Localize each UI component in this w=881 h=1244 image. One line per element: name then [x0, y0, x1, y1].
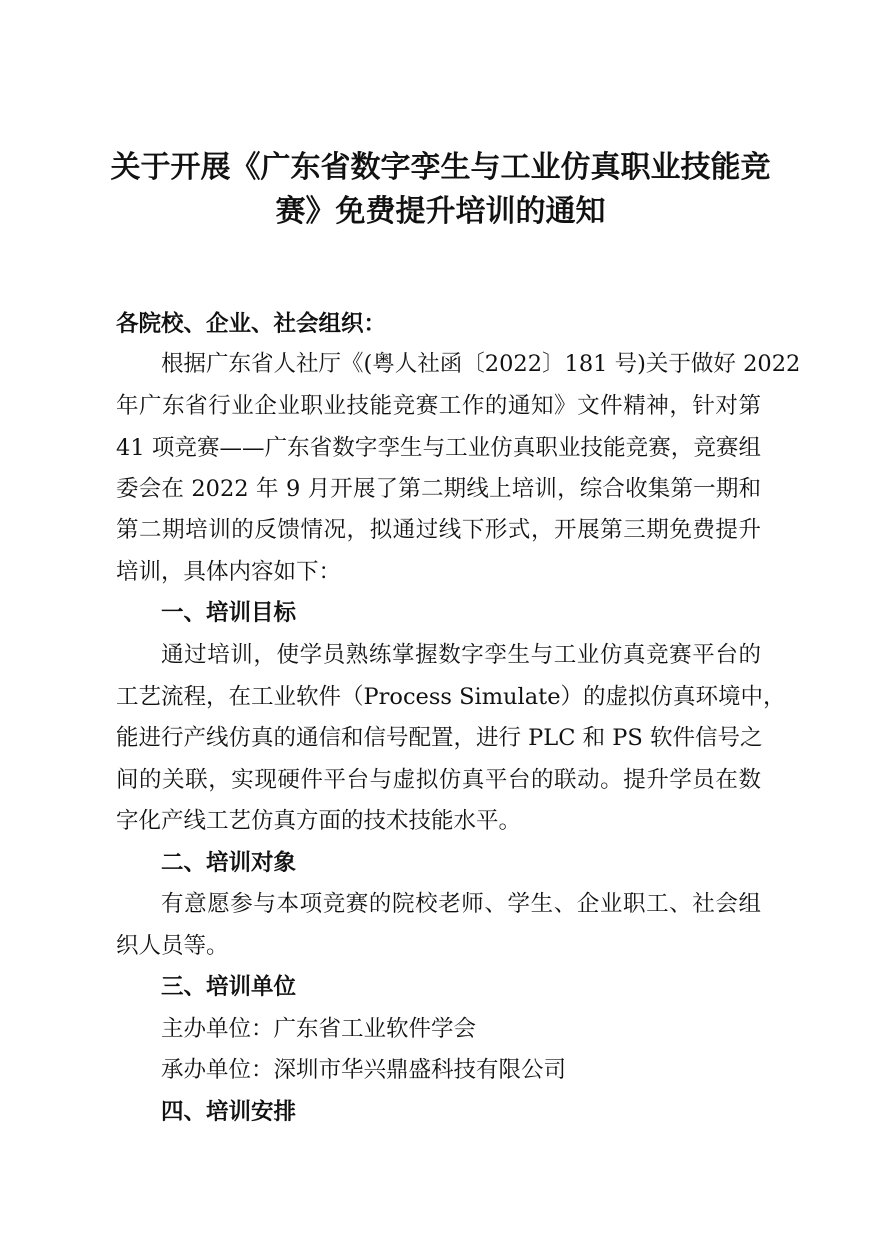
intro-line-1: 根据广东省人社厅《(粤人社函〔2022〕181 号)关于做好 2022	[161, 351, 801, 377]
intro-line-4: 委会在 2022 年 9 月开展了第二期线上培训，综合收集第一期和	[116, 476, 761, 502]
section-heading-audience: 二、培训对象	[161, 850, 297, 876]
section-heading-goals: 一、培训目标	[161, 600, 297, 626]
audience-line-1: 有意愿参与本项竞赛的院校老师、学生、企业职工、社会组	[161, 891, 761, 917]
intro-line-5: 第二期培训的反馈情况，拟通过线下形式，开展第三期免费提升	[116, 517, 761, 543]
section-heading-units: 三、培训单位	[161, 974, 297, 1000]
section-heading-schedule: 四、培训安排	[161, 1099, 297, 1125]
document-title	[100, 146, 781, 234]
title-line-2: 赛》免费提升培训的通知	[275, 194, 606, 229]
co-organizer-line: 承办单位：深圳市华兴鼎盛科技有限公司	[161, 1057, 567, 1083]
salutation: 各院校、企业、社会组织：	[116, 311, 387, 337]
intro-line-6: 培训，具体内容如下：	[116, 559, 342, 585]
goals-line-4: 间的关联，实现硬件平台与虚拟仿真平台的联动。提升学员在数	[116, 767, 761, 793]
goals-line-5: 字化产线工艺仿真方面的技术技能水平。	[116, 808, 522, 834]
intro-line-2: 年广东省行业企业职业技能竞赛工作的通知》文件精神，针对第	[116, 393, 761, 419]
goals-line-1: 通过培训，使学员熟练掌握数字孪生与工业仿真竞赛平台的	[161, 642, 761, 668]
title-line-1: 关于开展《广东省数字孪生与工业仿真职业技能竞	[110, 150, 771, 185]
organizer-line: 主办单位：广东省工业软件学会	[161, 1016, 477, 1042]
goals-line-2: 工艺流程，在工业软件（Process Simulate）的虚拟仿真环境中，	[116, 684, 786, 710]
intro-line-3: 41 项竞赛——广东省数字孪生与工业仿真职业技能竞赛，竞赛组	[116, 435, 761, 461]
audience-line-2: 织人员等。	[116, 933, 229, 959]
goals-line-3: 能进行产线仿真的通信和信号配置，进行 PLC 和 PS 软件信号之	[116, 725, 763, 751]
